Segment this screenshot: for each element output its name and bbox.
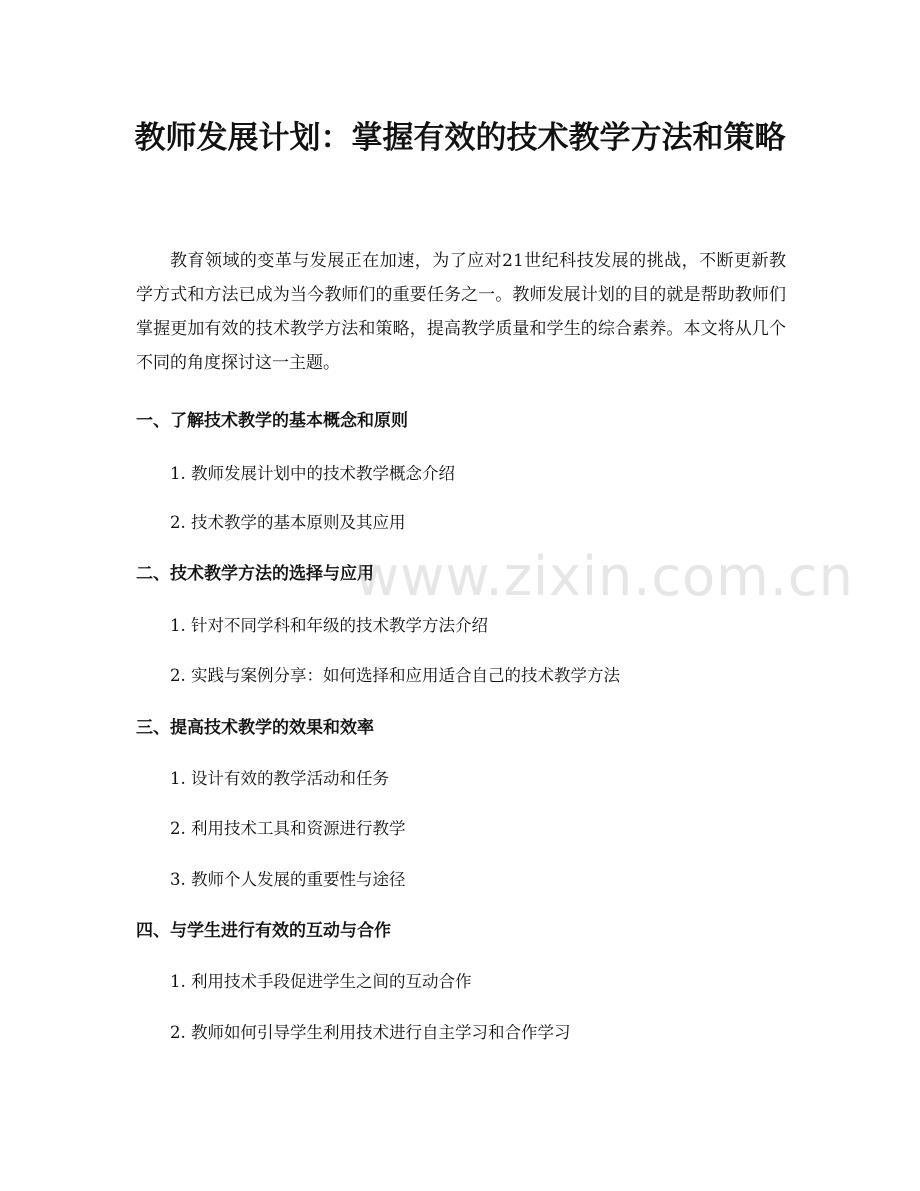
section-2-item-1: 1. 针对不同学科和年级的技术教学方法介绍 [170,616,488,635]
section-4-item-1: 1. 利用技术手段促进学生之间的互动合作 [170,972,472,991]
section-heading-4: 四、与学生进行有效的互动与合作 [136,921,391,941]
page-title: 教师发展计划：掌握有效的技术教学方法和策略 [134,120,786,156]
section-1-item-1: 1. 教师发展计划中的技术教学概念介绍 [170,464,455,483]
section-2-item-2: 2. 实践与案例分享：如何选择和应用适合自己的技术教学方法 [170,666,620,685]
section-3-item-3: 3. 教师个人发展的重要性与途径 [170,870,406,889]
section-3-item-1: 1. 设计有效的教学活动和任务 [170,769,389,788]
section-1-item-2: 2. 技术教学的基本原则及其应用 [170,513,406,532]
watermark: www.zixin.com.cn [355,545,854,608]
section-heading-2: 二、技术教学方法的选择与应用 [136,564,374,584]
section-4-item-2: 2. 教师如何引导学生利用技术进行自主学习和合作学习 [170,1023,571,1042]
intro-paragraph: 教育领域的变革与发展正在加速，为了应对21世纪科技发展的挑战，不断更新教学方式和方法已成为当今教师们的重要任务之一。教师发展计划的目的就是帮助教师们掌握更加有效的技术教学方法和策略，提高教学质量和学生的综合素养。本文将从几个不同的角度探讨这一主题。 [136,251,786,373]
section-heading-1: 一、了解技术教学的基本概念和原则 [136,411,408,431]
section-heading-3: 三、提高技术教学的效果和效率 [136,718,374,738]
section-3-item-2: 2. 利用技术工具和资源进行教学 [170,819,406,838]
